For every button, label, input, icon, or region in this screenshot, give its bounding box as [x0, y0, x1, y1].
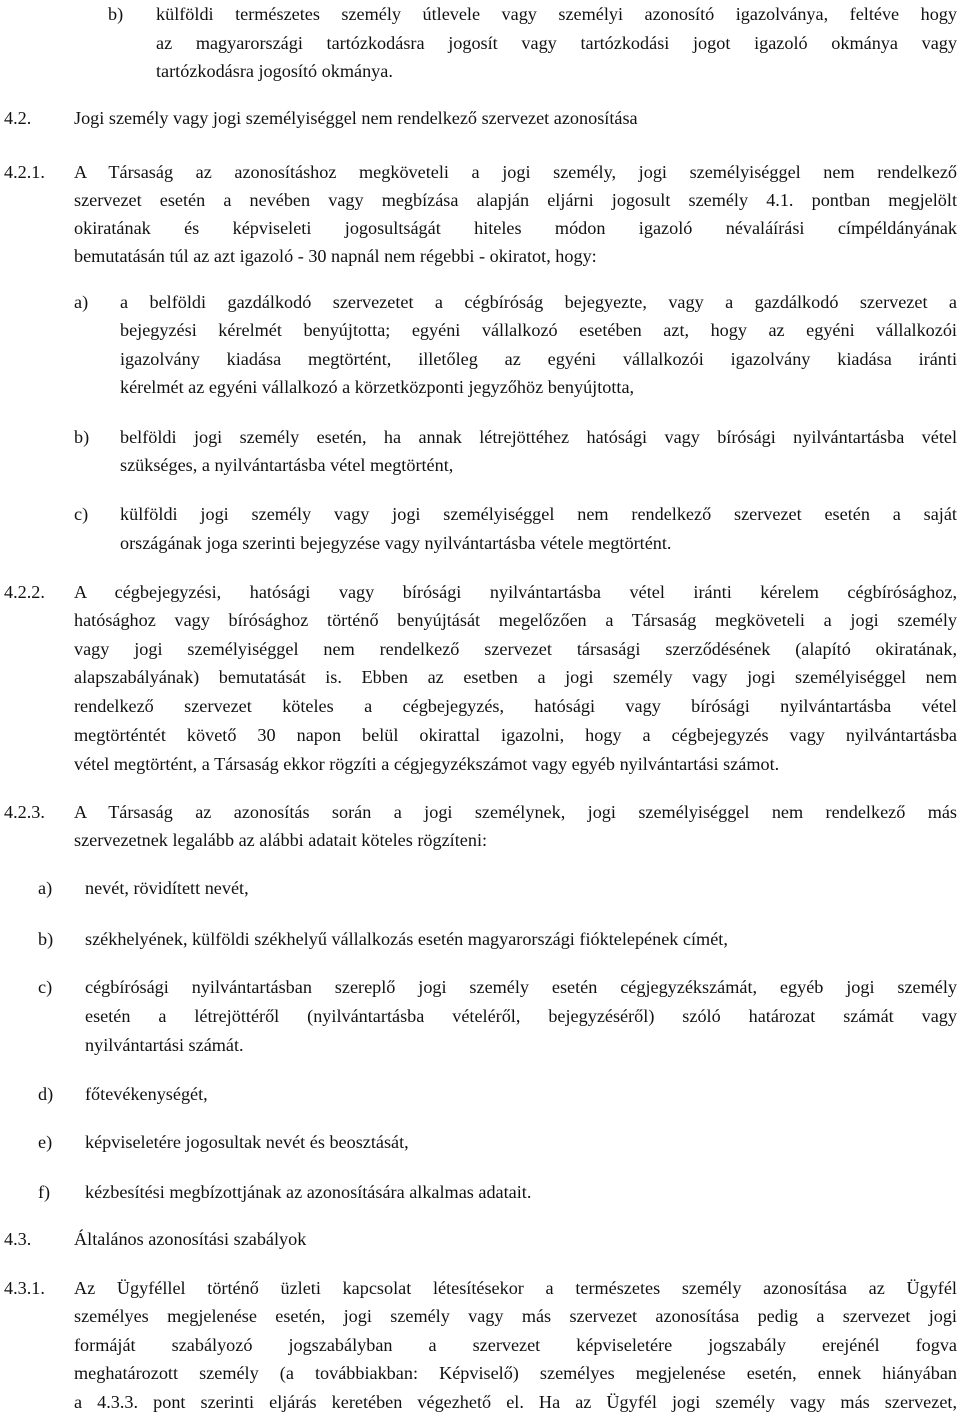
text-line: szervezet esetén a nevében vagy megbízása alapján eljárni jogosult személy 4.1. pontban megjelölt [74, 190, 957, 210]
section-number: 4.2.2. [4, 582, 45, 602]
text-line: meghatározott személy (a továbbiakban: Képviselő) személyes megjelenése esetén, ennek hiányában [74, 1363, 957, 1383]
list-marker: b) [74, 427, 90, 447]
list-marker: c) [74, 504, 89, 524]
text-line: főtevékenységét, [85, 1084, 208, 1104]
text-line: vagy jogi személyiséggel nem rendelkező szervezet társasági szerződésének (alapító okiratának, [74, 639, 957, 659]
text-line: igazolvány kiadása megtörtént, illetőleg az egyéni vállalkozói igazolvány kiadása iránti [120, 349, 957, 369]
list-marker: d) [38, 1084, 54, 1104]
text-line: személyes megjelenése esetén, jogi személy vagy más szervezet azonosítása pedig a szervezet jogi [74, 1306, 957, 1326]
text-line: A Társaság az azonosítás során a jogi személynek, jogi személyiséggel nem rendelkező más [74, 802, 957, 822]
text-line: az magyarországi tartózkodásra jogosít vagy tartózkodási jogot igazoló okmánya vagy [156, 33, 957, 53]
text-line: A Társaság az azonosításhoz megköveteli a jogi személy, jogi személyiséggel nem rendelkező [74, 162, 957, 182]
text-line: kérelmét az egyéni vállalkozó a körzetközponti jegyzőhöz benyújtotta, [120, 377, 635, 397]
list-marker: e) [38, 1132, 53, 1152]
text-line: tartózkodásra jogosító okmánya. [156, 61, 393, 81]
text-line: székhelyének, külföldi székhelyű vállalkozás esetén magyarországi fióktelepének címét, [85, 929, 728, 949]
text-line: megtörténtét követő 30 napon belül okirattal igazolni, hogy a cégbejegyzés vagy nyilvántartásba [74, 725, 957, 745]
text-line: A cégbejegyzési, hatósági vagy bírósági nyilvántartásba vétel iránti kérelem cégbírósághoz, [74, 582, 957, 602]
text-line: esetén a létrejöttéről (nyilvántartásba vételéről, bejegyzéséről) szóló határozat számát vagy [85, 1006, 957, 1026]
section-number: 4.3.1. [4, 1278, 45, 1298]
text-line: képviseletére jogosultak nevét és beosztását, [85, 1132, 409, 1152]
text-line: Az Ügyféllel történő üzleti kapcsolat létesítésekor a természetes személy azonosítása az Ügyfél [74, 1278, 957, 1298]
section-number: 4.2.1. [4, 162, 45, 182]
text-line: a belföldi gazdálkodó szervezetet a cégbíróság bejegyezte, vagy a gazdálkodó szervezet a [120, 292, 957, 312]
section-heading: Jogi személy vagy jogi személyiséggel nem rendelkező szervezet azonosítása [74, 108, 638, 128]
text-line: nyilvántartási számát. [85, 1035, 244, 1055]
text-line: szükséges, a nyilvántartásba vétel megtörtént, [120, 455, 454, 475]
text-line: belföldi jogi személy esetén, ha annak létrejöttéhez hatósági vagy bírósági nyilvántartásba vétel [120, 427, 957, 447]
text-line: rendelkező szervezet köteles a cégbejegyzés, hatósági vagy bírósági nyilvántartásba vétel [74, 696, 957, 716]
list-marker: b) [108, 4, 124, 24]
list-marker: a) [38, 878, 53, 898]
section-number: 4.2. [4, 108, 32, 128]
text-line: külföldi természetes személy útlevele vagy személyi azonosító igazolványa, feltéve hogy [156, 4, 957, 24]
text-line: alapszabályának) bemutatását is. Ebben az esetben a jogi személy vagy jogi személyiséggel nem [74, 667, 957, 687]
text-line: vétel megtörtént, a Társaság ekkor rögzíti a cégjegyzékszámot vagy egyéb nyilvántartási számot. [74, 754, 780, 774]
text-line: nevét, rövidített nevét, [85, 878, 249, 898]
text-line: bemutatásán túl az azt igazoló - 30 napnál nem régebbi - okiratot, hogy: [74, 246, 597, 266]
section-heading: Általános azonosítási szabályok [74, 1229, 307, 1249]
text-line: hatósághoz vagy bírósághoz történő benyújtását megelőzően a Társaság megköveteli a jogi személy [74, 610, 957, 630]
list-marker: a) [74, 292, 89, 312]
list-marker: b) [38, 929, 54, 949]
text-line: szervezetnek legalább az alábbi adatait köteles rögzíteni: [74, 830, 488, 850]
text-line: bejegyzési kérelmét benyújtotta; egyéni vállalkozó esetében azt, hogy az egyéni vállalkozói [120, 320, 957, 340]
list-marker: c) [38, 977, 53, 997]
section-number: 4.2.3. [4, 802, 45, 822]
text-line: a 4.3.3. pont szerinti eljárás keretében végezhető el. Ha az Ügyfél jogi személy vagy más szervezet, [74, 1392, 957, 1412]
list-marker: f) [38, 1182, 51, 1202]
text-line: okiratának és képviseleti jogosultságát hiteles módon igazoló névaláírási címpéldányának [74, 218, 957, 238]
text-line: országának joga szerinti bejegyzése vagy nyilvántartásba vétele megtörtént. [120, 533, 672, 553]
text-line: formáját szabályozó jogszabályban a szervezet képviseletére jogszabály erejénél fogva [74, 1335, 957, 1355]
section-number: 4.3. [4, 1229, 32, 1249]
text-line: kézbesítési megbízottjának az azonosítására alkalmas adatait. [85, 1182, 532, 1202]
text-line: cégbírósági nyilvántartásban szereplő jogi személy esetén cégjegyzékszámát, egyéb jogi személy [85, 977, 957, 997]
text-line: külföldi jogi személy vagy jogi személyiséggel nem rendelkező szervezet esetén a saját [120, 504, 957, 524]
